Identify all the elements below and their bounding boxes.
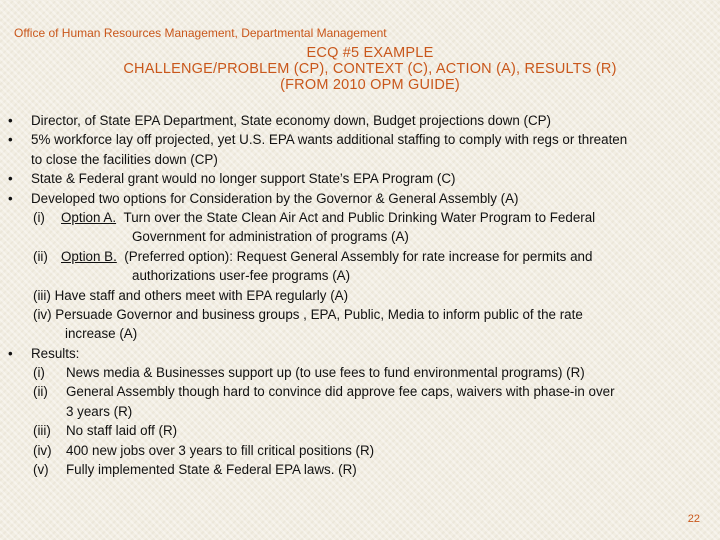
bullet-dot: • bbox=[8, 113, 13, 128]
result-number: (ii) bbox=[33, 384, 48, 400]
result-item bbox=[0, 421, 720, 440]
bullet-dot: • bbox=[8, 132, 13, 148]
results-heading: Results: bbox=[31, 345, 80, 361]
result-item bbox=[0, 382, 720, 401]
result-text: 3 years (R) bbox=[66, 403, 133, 419]
option-item bbox=[0, 305, 720, 324]
result-item bbox=[0, 460, 720, 479]
result-continuation bbox=[0, 402, 720, 421]
bullet-item bbox=[0, 189, 720, 208]
bullet-text: Director, of State EPA Department, State economy down, Budget projections down (CP) bbox=[31, 113, 552, 128]
title-line-2: CHALLENGE/PROBLEM (CP), CONTEXT (C), ACTION (A), RESULTS (R) bbox=[123, 61, 617, 77]
bullet-dot: • bbox=[8, 171, 13, 187]
result-item bbox=[0, 363, 720, 382]
result-text: General Assembly though hard to convince did approve fee caps, waivers with phase-in over bbox=[66, 384, 615, 400]
result-number: (iii) bbox=[33, 423, 51, 439]
result-number: (iv) bbox=[33, 442, 52, 458]
bullet-item bbox=[0, 111, 720, 130]
bullet-item bbox=[0, 169, 720, 188]
result-text: No staff laid off (R) bbox=[66, 423, 178, 439]
title-line-1: ECQ #5 EXAMPLE bbox=[306, 45, 434, 61]
option-item bbox=[0, 247, 720, 266]
bullet-item bbox=[0, 130, 720, 149]
option-text: Option B. (Preferred option): Request General Assembly for rate increase for permits and bbox=[61, 248, 593, 264]
option-text: Government for administration of programs (A) bbox=[132, 229, 409, 245]
option-continuation bbox=[0, 266, 720, 285]
bullet-continuation bbox=[0, 150, 720, 169]
option-text: (iv) Persuade Governor and business groups , EPA, Public, Media to inform public of the rate bbox=[33, 306, 583, 322]
bullet-dot: • bbox=[8, 345, 13, 361]
result-number: (i) bbox=[33, 365, 45, 381]
option-text: increase (A) bbox=[65, 326, 138, 342]
bullet-text: 5% workforce lay off projected, yet U.S. EPA wants additional staffing to comply with regs or threaten bbox=[31, 132, 628, 148]
option-continuation bbox=[0, 324, 720, 343]
result-item bbox=[0, 441, 720, 460]
result-number: (v) bbox=[33, 462, 49, 478]
option-item bbox=[0, 208, 720, 227]
result-text: 400 new jobs over 3 years to fill critical positions (R) bbox=[66, 442, 375, 458]
slide-content bbox=[0, 111, 720, 479]
option-continuation bbox=[0, 227, 720, 246]
bullet-text: to close the facilities down (CP) bbox=[31, 151, 218, 167]
title-line-3: (FROM 2010 OPM GUIDE) bbox=[280, 77, 460, 93]
option-number: (ii) bbox=[33, 248, 48, 264]
bullet-item bbox=[0, 344, 720, 363]
bullet-text: Developed two options for Consideration by the Governor & General Assembly (A) bbox=[31, 190, 519, 206]
option-item bbox=[0, 286, 720, 305]
bullet-dot: • bbox=[8, 190, 13, 206]
option-text: Option A. Turn over the State Clean Air Act and Public Drinking Water Program to Federal bbox=[61, 209, 596, 225]
result-text: News media & Businesses support up (to use fees to fund environmental programs) (R) bbox=[66, 365, 585, 381]
header-line: Office of Human Resources Management, Departmental Management bbox=[14, 26, 387, 40]
option-text: (iii) Have staff and others meet with EPA regularly (A) bbox=[33, 287, 349, 303]
option-label: Option B. bbox=[61, 248, 117, 264]
option-number: (i) bbox=[33, 209, 45, 225]
option-text: authorizations user-fee programs (A) bbox=[132, 268, 351, 284]
result-text: Fully implemented State & Federal EPA laws. (R) bbox=[66, 462, 357, 478]
slide-title bbox=[0, 45, 720, 93]
option-label: Option A. bbox=[61, 209, 117, 225]
page-number: 22 bbox=[687, 513, 700, 525]
bullet-text: State & Federal grant would no longer support State’s EPA Program (C) bbox=[31, 171, 456, 187]
